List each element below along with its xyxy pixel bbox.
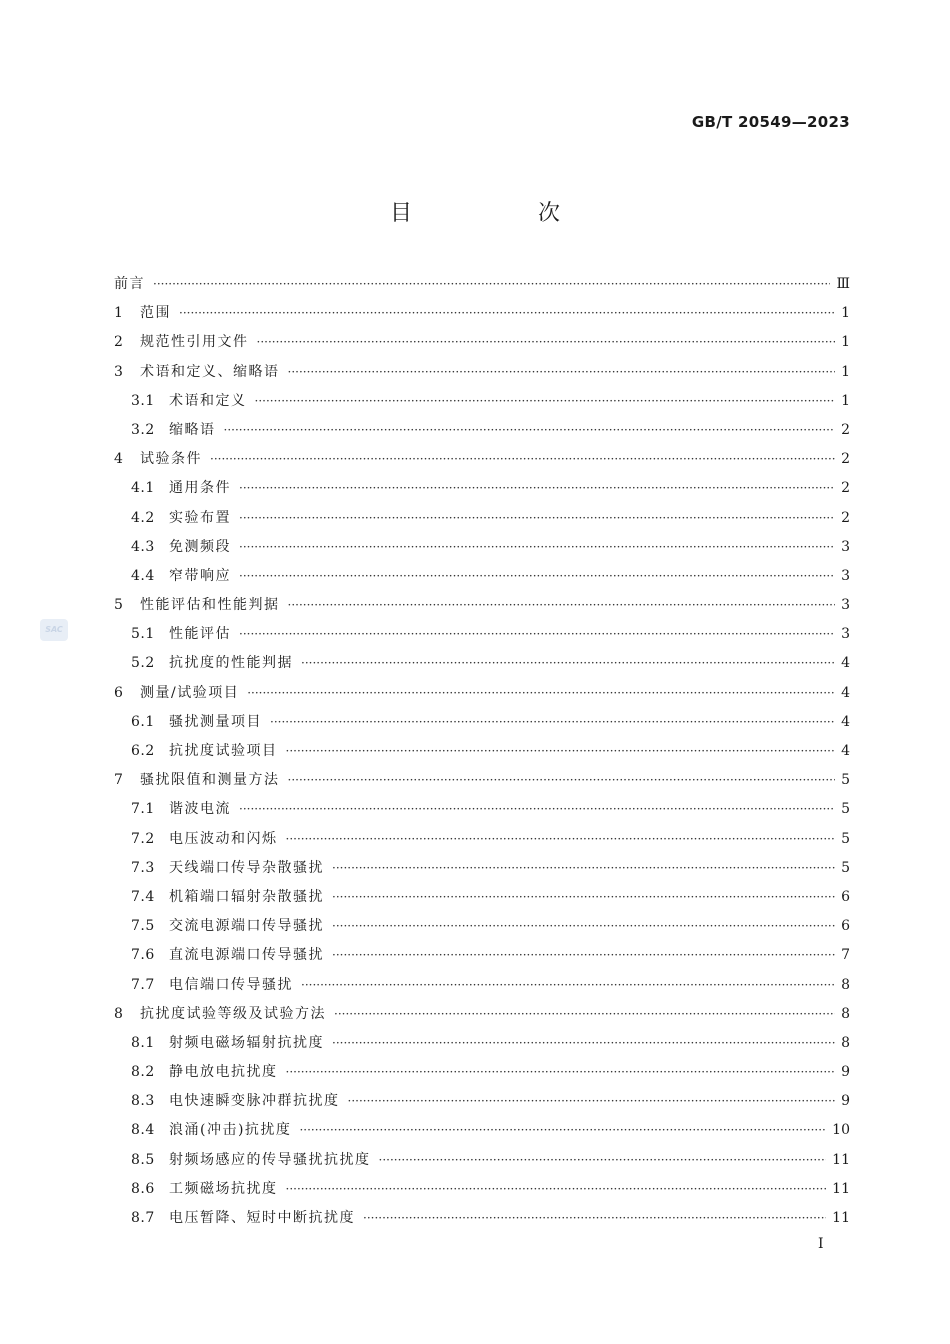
- toc-leader-dots: [239, 795, 835, 824]
- toc-entry[interactable]: [114, 912, 850, 941]
- toc-entry-label: 射频电磁场辐射抗扰度: [169, 1034, 324, 1051]
- toc-leader-dots: [379, 1146, 827, 1175]
- toc-leader-dots: [239, 474, 835, 503]
- toc-entry-label: 电信端口传导骚扰: [169, 976, 293, 993]
- toc-leader-dots: [286, 1175, 827, 1204]
- toc-leader-dots: [363, 1204, 826, 1233]
- toc-leader-dots: [179, 299, 835, 328]
- toc-entry-number: 7.1: [131, 801, 155, 818]
- toc-entry-number: 7.5: [131, 918, 155, 935]
- toc-entry[interactable]: [114, 591, 850, 620]
- toc-entry-page: 3: [841, 597, 850, 614]
- toc-entry-number: 4.3: [131, 538, 155, 555]
- toc-entry[interactable]: [114, 620, 850, 649]
- toc-leader-dots: [299, 1116, 826, 1145]
- toc-entry-number: 4: [114, 451, 124, 468]
- toc-entry[interactable]: [114, 387, 850, 416]
- toc-entry[interactable]: [114, 504, 850, 533]
- toc-entry-page: 11: [832, 1210, 850, 1226]
- toc-leader-dots: [255, 387, 836, 416]
- sac-watermark-logo: SAC: [40, 619, 68, 641]
- toc-entry-label: 谐波电流: [169, 801, 231, 818]
- toc-entry-number: 3.1: [131, 392, 155, 409]
- standard-code: GB/T 20549—2023: [691, 113, 850, 131]
- toc-entry[interactable]: [114, 795, 850, 824]
- toc-entry-page: 5: [841, 801, 850, 818]
- toc-entry-page: 3: [841, 567, 850, 584]
- toc-entry-page: 11: [832, 1151, 850, 1168]
- toc-entry-page: 2: [841, 480, 850, 497]
- toc-entry-label: 前言: [114, 276, 145, 292]
- toc-entry[interactable]: [114, 941, 850, 970]
- toc-entry-page: 5: [841, 772, 850, 789]
- toc-entry-label: 静电放电抗扰度: [169, 1064, 278, 1081]
- toc-leader-dots: [332, 1029, 835, 1058]
- toc-entry-number: 7.6: [131, 947, 155, 964]
- toc-entry-number: 8.2: [131, 1064, 155, 1081]
- toc-entry-label: 直流电源端口传导骚扰: [169, 947, 324, 964]
- toc-entry-number: 8: [114, 1005, 124, 1022]
- toc-entry[interactable]: [114, 416, 850, 445]
- toc-entry-page: 1: [841, 305, 850, 322]
- page-number: I: [818, 1236, 824, 1252]
- toc-entry[interactable]: [114, 562, 850, 591]
- toc-entry-label: 免测频段: [169, 538, 231, 555]
- toc-entry[interactable]: [114, 328, 850, 357]
- toc-entry-page: 5: [841, 859, 850, 876]
- toc-leader-dots: [332, 883, 835, 912]
- toc-entry[interactable]: [114, 299, 850, 328]
- toc-entry-page: 10: [832, 1122, 850, 1139]
- toc-entry-number: 4.1: [131, 480, 155, 497]
- toc-entry[interactable]: [114, 533, 850, 562]
- toc-entry[interactable]: [114, 971, 850, 1000]
- toc-entry-number: 6.2: [131, 743, 155, 759]
- toc-entry-number: 8.6: [131, 1180, 155, 1197]
- toc-leader-dots: [210, 445, 835, 474]
- toc-entry[interactable]: [114, 1058, 850, 1087]
- toc-entry-label: 术语和定义: [169, 392, 247, 409]
- toc-entry-number: 5: [114, 597, 124, 614]
- toc-entry-number: 4.2: [131, 509, 155, 526]
- toc-entry-label: 试验条件: [140, 451, 202, 468]
- toc-entry-label: 抗扰度试验项目: [169, 743, 278, 759]
- toc-leader-dots: [270, 708, 835, 737]
- toc-entry-page: 3: [841, 626, 850, 643]
- toc-entry-label: 天线端口传导杂散骚扰: [169, 859, 324, 876]
- toc-entry-number: 8.4: [131, 1122, 155, 1139]
- toc-leader-dots: [301, 971, 835, 1000]
- toc-entry[interactable]: [114, 679, 850, 708]
- toc-entry-page: 9: [841, 1064, 850, 1081]
- toc-entry[interactable]: [114, 1175, 850, 1204]
- toc-entry-page: 1: [841, 392, 850, 409]
- toc-leader-dots: [239, 533, 835, 562]
- toc-entry-page: 8: [841, 1034, 850, 1051]
- toc-entry-label: 抗扰度试验等级及试验方法: [140, 1005, 326, 1022]
- toc-entry-page: 11: [832, 1180, 850, 1197]
- toc-leader-dots: [247, 679, 835, 708]
- toc-entry[interactable]: [114, 854, 850, 883]
- page-title: 目 次: [389, 201, 612, 226]
- toc-leader-dots: [348, 1087, 836, 1116]
- toc-entry-number: 7.4: [131, 888, 155, 905]
- toc-entry-number: 8.5: [131, 1151, 155, 1168]
- toc-entry-page: 6: [841, 888, 850, 905]
- toc-entry-label: 缩略语: [169, 421, 216, 438]
- toc-entry-page: Ⅲ: [836, 276, 850, 292]
- toc-entry-page: 4: [841, 655, 850, 672]
- toc-entry-label: 浪涌(冲击)抗扰度: [169, 1122, 292, 1139]
- toc-entry-number: 2: [114, 334, 124, 351]
- toc-entry-label: 性能评估: [169, 626, 231, 643]
- toc-entry-number: 1: [114, 305, 124, 322]
- toc-entry-number: 7.2: [131, 830, 155, 847]
- toc-entry-page: 1: [841, 363, 850, 380]
- toc-entry-page: 2: [841, 509, 850, 526]
- toc-entry-label: 术语和定义、缩略语: [140, 363, 280, 380]
- toc-leader-dots: [334, 1000, 835, 1029]
- toc-entry-number: 3: [114, 363, 124, 380]
- toc-entry[interactable]: [114, 270, 850, 299]
- toc-entry-page: 6: [841, 918, 850, 935]
- toc-entry-label: 规范性引用文件: [140, 334, 249, 351]
- toc-entry-number: 8.7: [131, 1210, 155, 1226]
- toc-entry-label: 测量/试验项目: [140, 684, 240, 701]
- toc-entry-label: 电压波动和闪烁: [169, 830, 278, 847]
- toc-leader-dots: [286, 737, 836, 766]
- toc-leader-dots: [332, 912, 835, 941]
- toc-entry[interactable]: [114, 883, 850, 912]
- toc-entry[interactable]: [114, 737, 850, 766]
- toc-entry-label: 射频场感应的传导骚扰抗扰度: [169, 1151, 371, 1168]
- toc-entry[interactable]: [114, 1116, 850, 1145]
- toc-entry[interactable]: [114, 1087, 850, 1116]
- toc-entry-number: 5.1: [131, 626, 155, 643]
- toc-entry-number: 7: [114, 772, 124, 789]
- toc-leader-dots: [301, 649, 835, 678]
- toc-entry-number: 6: [114, 684, 124, 701]
- toc-leader-dots: [288, 358, 836, 387]
- toc-leader-dots: [239, 620, 835, 649]
- toc-entry[interactable]: [114, 1204, 850, 1233]
- toc-leader-dots: [239, 504, 835, 533]
- toc-entry-label: 机箱端口辐射杂散骚扰: [169, 888, 324, 905]
- toc-entry-page: 7: [841, 947, 850, 964]
- toc-leader-dots: [257, 328, 836, 357]
- toc-leader-dots: [288, 591, 836, 620]
- toc-leader-dots: [224, 416, 836, 445]
- toc-entry-label: 范围: [140, 305, 171, 322]
- toc-entry[interactable]: [114, 825, 850, 854]
- toc-entry-label: 骚扰限值和测量方法: [140, 772, 280, 789]
- toc-entry-page: 4: [841, 684, 850, 701]
- toc-entry-number: 3.2: [131, 421, 155, 438]
- toc-leader-dots: [286, 825, 836, 854]
- toc-entry-label: 抗扰度的性能判据: [169, 655, 293, 672]
- toc-entry[interactable]: [114, 1029, 850, 1058]
- toc-leader-dots: [239, 562, 835, 591]
- toc-entry-label: 窄带响应: [169, 567, 231, 584]
- toc-entry-number: 6.1: [131, 713, 155, 730]
- toc-leader-dots: [288, 766, 836, 795]
- toc-entry-number: 8.1: [131, 1034, 155, 1051]
- toc-entry-number: 7.3: [131, 859, 155, 876]
- toc-entry-label: 交流电源端口传导骚扰: [169, 918, 324, 935]
- toc-entry-page: 2: [841, 451, 850, 468]
- toc-entry[interactable]: [114, 358, 850, 387]
- table-of-contents: [114, 270, 850, 1233]
- toc-entry-page: 8: [841, 1005, 850, 1022]
- toc-entry-label: 骚扰测量项目: [169, 713, 262, 730]
- toc-entry-page: 1: [841, 334, 850, 351]
- toc-entry-page: 3: [841, 538, 850, 555]
- toc-entry-page: 4: [841, 713, 850, 730]
- toc-entry[interactable]: [114, 445, 850, 474]
- toc-entry-label: 电快速瞬变脉冲群抗扰度: [169, 1093, 340, 1110]
- toc-entry-page: 4: [841, 743, 850, 759]
- toc-entry-page: 8: [841, 976, 850, 993]
- toc-entry[interactable]: [114, 649, 850, 678]
- toc-leader-dots: [153, 270, 830, 299]
- toc-entry-number: 5.2: [131, 655, 155, 672]
- toc-entry-label: 实验布置: [169, 509, 231, 526]
- toc-entry-page: 9: [841, 1093, 850, 1110]
- toc-entry-number: 7.7: [131, 976, 155, 993]
- toc-entry-label: 通用条件: [169, 480, 231, 497]
- toc-leader-dots: [332, 854, 835, 883]
- toc-leader-dots: [286, 1058, 836, 1087]
- toc-entry[interactable]: [114, 766, 850, 795]
- toc-leader-dots: [332, 941, 835, 970]
- toc-entry-page: 5: [841, 830, 850, 847]
- toc-entry-label: 工频磁场抗扰度: [169, 1180, 278, 1197]
- toc-entry-label: 电压暂降、短时中断抗扰度: [169, 1210, 355, 1226]
- toc-entry-number: 8.3: [131, 1093, 155, 1110]
- toc-entry[interactable]: [114, 1146, 850, 1175]
- toc-entry-label: 性能评估和性能判据: [140, 597, 280, 614]
- toc-entry[interactable]: [114, 474, 850, 503]
- toc-entry[interactable]: [114, 1000, 850, 1029]
- toc-entry[interactable]: [114, 708, 850, 737]
- toc-entry-number: 4.4: [131, 567, 155, 584]
- toc-entry-page: 2: [841, 421, 850, 438]
